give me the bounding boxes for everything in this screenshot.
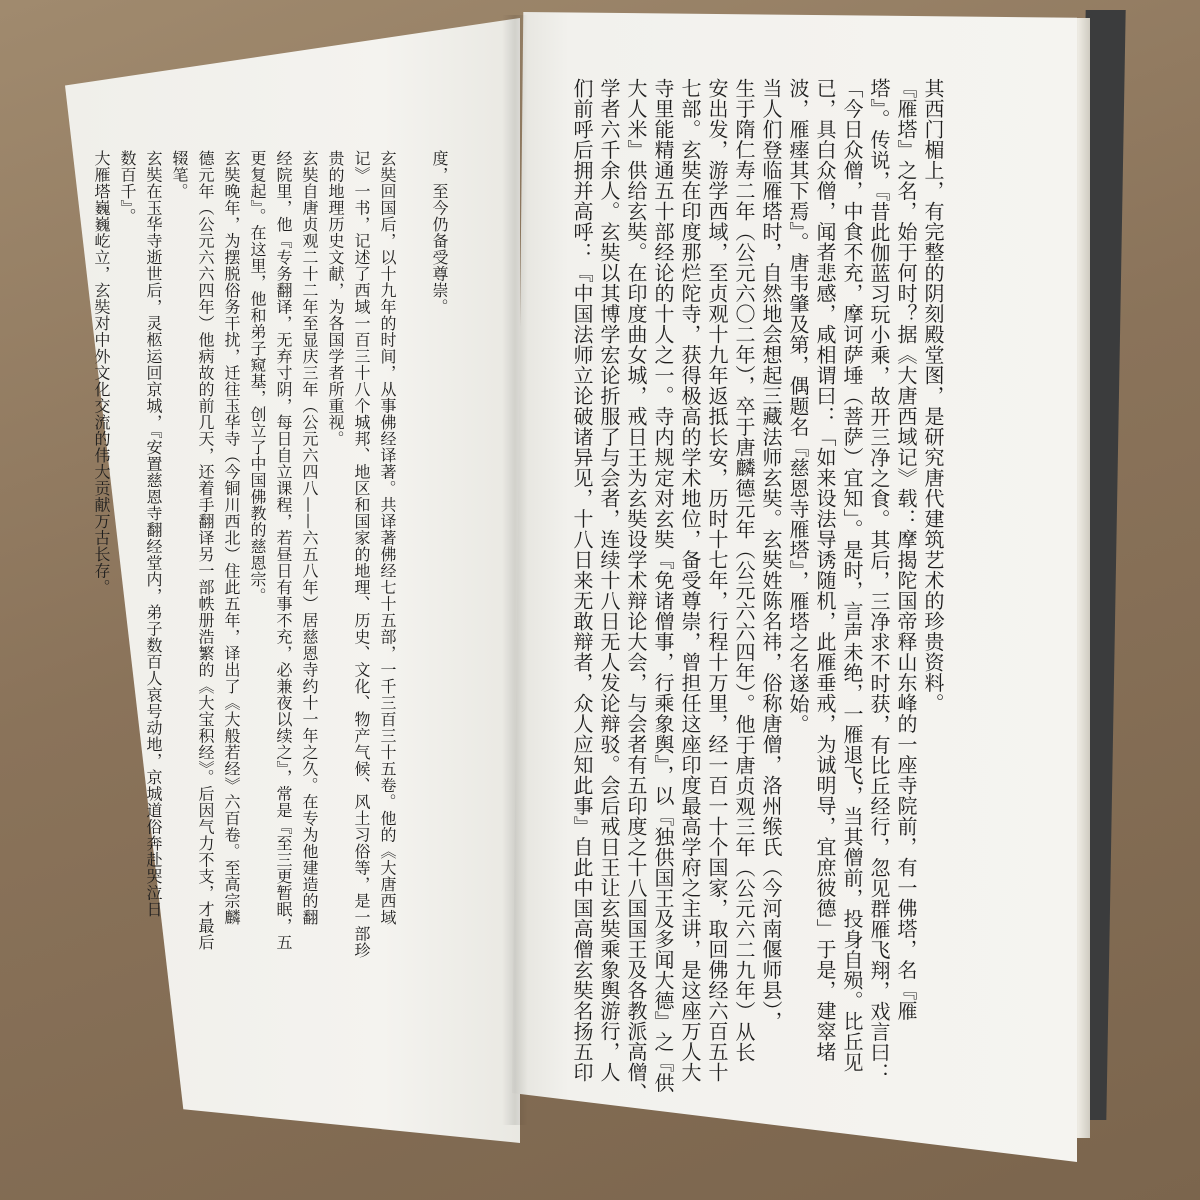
text-column: 数百千』。	[118, 150, 137, 225]
text-column: 玄奘在玉华寺逝世后，灵柩运回京城，『安置慈恩寺翻经堂内，弟子数百人哀号动地，京城道俗奔赴哭泣日	[144, 150, 163, 918]
text-column: 德元年（公元六六四年）他病故的前几天，还着手翻译另一部帙册浩繁的《大宝积经》。后因气力不支，才最后	[196, 150, 215, 951]
text-column: 贵的地理历史文献，为各国学者所重视。	[326, 150, 345, 447]
text-column: 七部。玄奘在印度那烂陀寺，获得极高的学术地位，备受尊崇，曾担任这座印度最高学府之主讲，是这座万人大	[678, 78, 702, 1083]
text-column: 玄奘晚年，为摆脱俗务干扰，迁往玉华寺（今铜川西北）住此五年，译出了《大般若经》六百卷。至高宗麟	[222, 150, 241, 926]
text-column: 「今日众僧，中食不充，摩诃萨埵（菩萨）宜知」。是时，言声未绝，一雁退飞，当其僧前，投身自殒。比丘见	[840, 78, 864, 1073]
left-page-text	[88, 150, 452, 1050]
book-gutter	[502, 15, 528, 1125]
text-column: 波，雁瘗其下焉』。唐韦肇及第，偶题名『慈恩寺雁塔』，雁塔之名遂始。	[786, 78, 810, 735]
text-column: 记》一书，记述了西域一百三十八个城邦、地区和国家的地理、历史、文化、物产气候、风土习俗等，是一部珍	[352, 150, 371, 959]
text-column: 『雁塔』之名，始于何时？据《大唐西域记》载：摩揭陀国帝释山东峰的一座寺院前，有一佛塔，名『雁	[894, 78, 918, 1021]
text-column: 大雁塔巍巍屹立，玄奘对中外文化交流的伟大贡献万古长存。	[92, 150, 111, 596]
text-column: 经院里，他『专务翻译，无弃寸阴，每日自立课程，若昼日有事不充，必兼夜以续之』，常是『至三更暂眠，五	[274, 150, 293, 951]
text-column: 寺里能精通五十部经论的十人之一。寺内规定对玄奘『免诸僧事，行乘象舆』，以『独供国王及多闻大德』之『供	[651, 78, 675, 1093]
text-column: 当人们登临雁塔时，自然地会想起三藏法师玄奘。玄奘姓陈名祎，俗称唐僧，洛州缑氏（今河南偃师县），	[759, 78, 783, 1032]
text-column: 玄奘回国后，以十九年的时间，从事佛经译著。共译著佛经七十五部，一千三百三十五卷。他的《大唐西域	[378, 150, 397, 926]
text-column: 度，至今仍备受尊崇。	[430, 150, 449, 315]
text-column: 已，具白众僧，闻者悲感，咸相谓曰：「如来设法导诱随机，此雁垂戒，为诚明导，宜庶彼德」于是，建窣堵	[813, 78, 837, 1062]
text-column: 塔』。传说，『昔此伽蓝习玩小乘，故开三净之食。其后，三净求不时获，有比丘经行，忽见群雁飞翔，戏言曰：	[867, 78, 891, 1083]
text-column: 生于隋仁寿二年（公元六〇二年），卒于唐麟德元年（公元六六四年）。他于唐贞观三年（公元六二九年）从长	[732, 78, 756, 1063]
text-column: 们前呼后拥并高呼：『中国法师立论破诸异见，十八日来无敢辩者，众人应知此事』自此中国高僧玄奘名扬五印	[570, 78, 594, 1083]
text-column: 大人米』供给玄奘。在印度曲女城，戒日王为玄奘设学术辩论大会，与会者有五印度之十八国国王及各教派高僧、	[624, 78, 648, 1103]
text-column: 玄奘自唐贞观二十二年至显庆三年（公元六四八——六五八年）居慈恩寺约十一年之久。在专为他建造的翻	[300, 150, 319, 926]
right-page-text	[568, 78, 946, 1103]
text-column: 其西门楣上，有完整的阴刻殿堂图，是研究唐代建筑艺术的珍贵资料。	[921, 78, 945, 714]
text-column: 学者六千余人。玄奘以其博学宏论折服了与会者，连续十八日无人发论辩驳。会后戒日王让玄奘乘象舆游行，人	[597, 78, 621, 1083]
text-column: 更复起』。在这里，他和弟子窥基，创立了中国佛教的慈恩宗。	[248, 150, 267, 604]
text-column: 安出发，游学西域，至贞观十九年返抵长安，历时十七年，行程十万里，经一百一十个国家，取回佛经六百五十	[705, 78, 729, 1083]
text-column: 辍笔。	[170, 150, 189, 200]
